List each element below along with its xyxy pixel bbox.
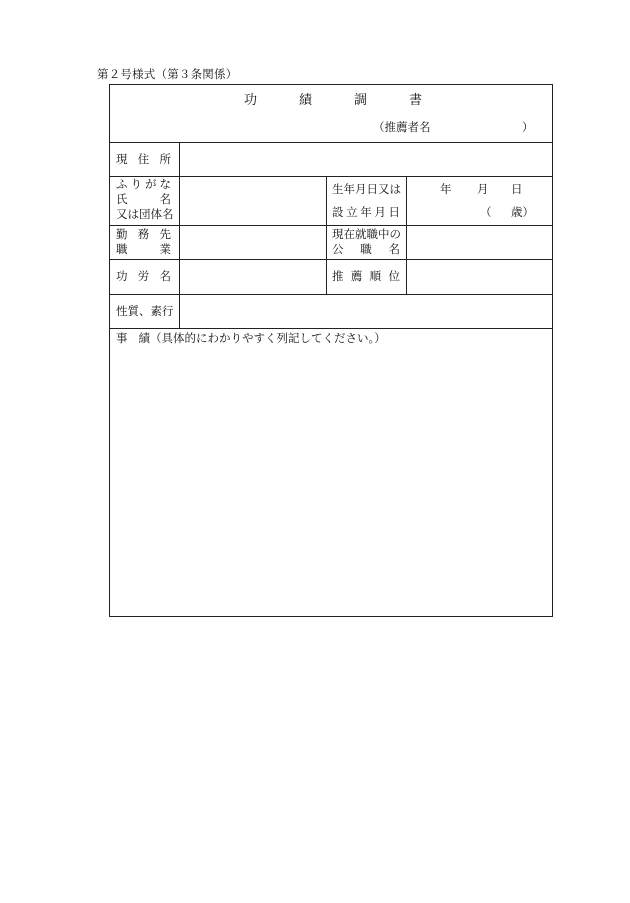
address-field[interactable] [182,145,548,173]
recommendation-rank-label: 推 薦 順 位 [332,269,400,283]
divider [110,142,552,143]
character-label: 性質、素行 [116,304,174,318]
establishment-date-label: 設 立 年 月 日 [332,205,400,219]
date-month-unit: 月 [477,182,489,196]
merit-name-field[interactable] [182,262,323,291]
date-day-unit: 日 [511,182,523,196]
divider [110,176,552,177]
merit-name-label: 功 労 名 [116,269,171,283]
achievements-heading: 事 績（具体的にわかりやすく列記してください。） [116,331,386,345]
age-unit: 歳） [511,205,534,219]
divider [110,294,552,295]
employer-label: 勤 務 先 [116,227,171,241]
divider [406,176,407,294]
birth-date-label: 生年月日又は [332,182,401,196]
public-office-label-line1: 現在就職中の [332,227,401,241]
divider [179,142,180,329]
form-title [244,94,422,107]
name-label: 氏 名 [116,192,171,206]
form-number: 第２号様式（第３条関係） [97,67,238,81]
age-open-paren: （ [480,205,492,219]
title-char: 書 [408,93,422,108]
divider [326,176,327,294]
date-year-unit: 年 [440,182,452,196]
org-name-label: 又は団体名 [116,207,174,221]
occupation-label: 職 業 [116,242,171,256]
title-char: 調 [353,93,367,108]
achievements-field[interactable] [114,349,548,613]
divider [110,328,552,329]
public-office-label-line2: 公 職 名 [332,242,400,256]
divider [110,259,552,260]
merit-investigation-form [109,84,553,617]
address-label: 現 住 所 [116,152,171,166]
recommendation-rank-field[interactable] [409,262,549,291]
character-field[interactable] [182,297,548,326]
divider [110,225,552,226]
nominator-label: （推薦者名 [373,120,431,134]
title-char: 績 [298,93,312,108]
public-office-field[interactable] [409,228,549,257]
employer-field[interactable] [182,228,323,257]
title-char: 功 [244,93,258,108]
name-field[interactable] [182,179,323,223]
nominator-close-paren: ） [522,120,534,134]
furigana-label: ふ り が な [116,177,171,191]
achievements-note: （具体的にわかりやすく列記してください。） [150,331,386,345]
